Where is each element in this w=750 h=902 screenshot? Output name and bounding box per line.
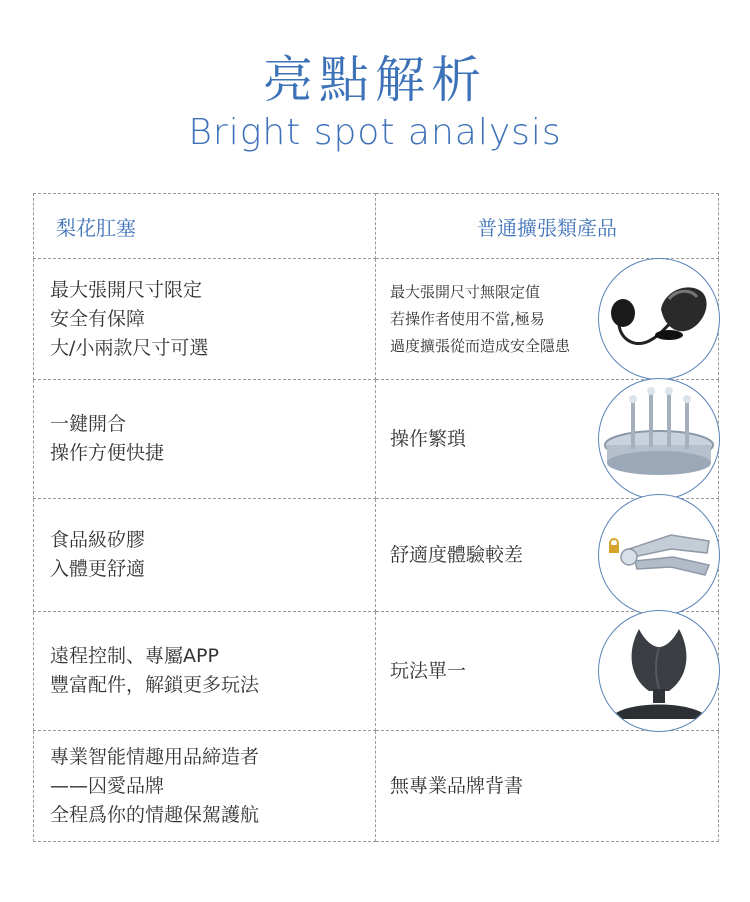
left-line: 專業智能情趣用品締造者 <box>50 745 260 768</box>
left-line: 一鍵開合 <box>50 413 127 435</box>
left-line: 食品級矽膠 <box>50 529 146 551</box>
table-header-row <box>34 194 719 259</box>
right-line: 舒適度體驗較差 <box>390 543 524 566</box>
left-cell <box>34 499 376 612</box>
left-line: 操作方便快捷 <box>50 442 165 464</box>
right-cell <box>376 259 719 380</box>
left-line: 最大張開尺寸限定 <box>50 278 203 301</box>
table-row <box>34 612 719 731</box>
table-row <box>34 731 719 842</box>
right-line: 若操作者使用不當,極易 <box>390 309 545 328</box>
left-line: ——囚愛品牌 <box>50 774 165 797</box>
metal-speculum-icon <box>598 378 720 500</box>
left-line: 豐富配件，解鎖更多玩法 <box>50 674 260 696</box>
left-line: 全程爲你的情趣保駕護航 <box>50 803 260 826</box>
column-header-right: 普通擴張類產品 <box>376 194 719 259</box>
left-cell <box>34 380 376 499</box>
right-cell <box>376 499 719 612</box>
right-cell <box>376 731 719 842</box>
page-title: 亮點解析 <box>263 51 487 109</box>
right-line: 操作繁瑣 <box>390 427 467 450</box>
silicone-plug-icon <box>598 610 720 732</box>
left-line: 安全有保障 <box>50 307 146 330</box>
left-cell <box>34 731 376 842</box>
right-line: 玩法單一 <box>390 659 467 682</box>
table-row <box>34 499 719 612</box>
left-cell <box>34 259 376 380</box>
left-line: 入體更舒適 <box>50 558 146 580</box>
right-line: 無專業品牌背書 <box>390 774 524 797</box>
inflatable-plug-icon <box>598 258 720 380</box>
metal-clamp-icon <box>598 494 720 616</box>
comparison-table <box>33 193 719 842</box>
left-line: 遠程控制、專屬APP <box>50 645 219 667</box>
right-line: 最大張開尺寸無限定值 <box>390 282 541 301</box>
table-row <box>34 259 719 380</box>
right-cell <box>376 380 719 499</box>
left-cell <box>34 612 376 731</box>
page-subtitle: Bright spot analysis <box>188 112 562 153</box>
right-cell <box>376 612 719 731</box>
left-line: 大/小兩款尺寸可選 <box>50 336 209 359</box>
column-header-left: 梨花肛塞 <box>34 194 376 259</box>
right-line: 過度擴張從而造成安全隱患 <box>390 336 571 355</box>
table-row <box>34 380 719 499</box>
